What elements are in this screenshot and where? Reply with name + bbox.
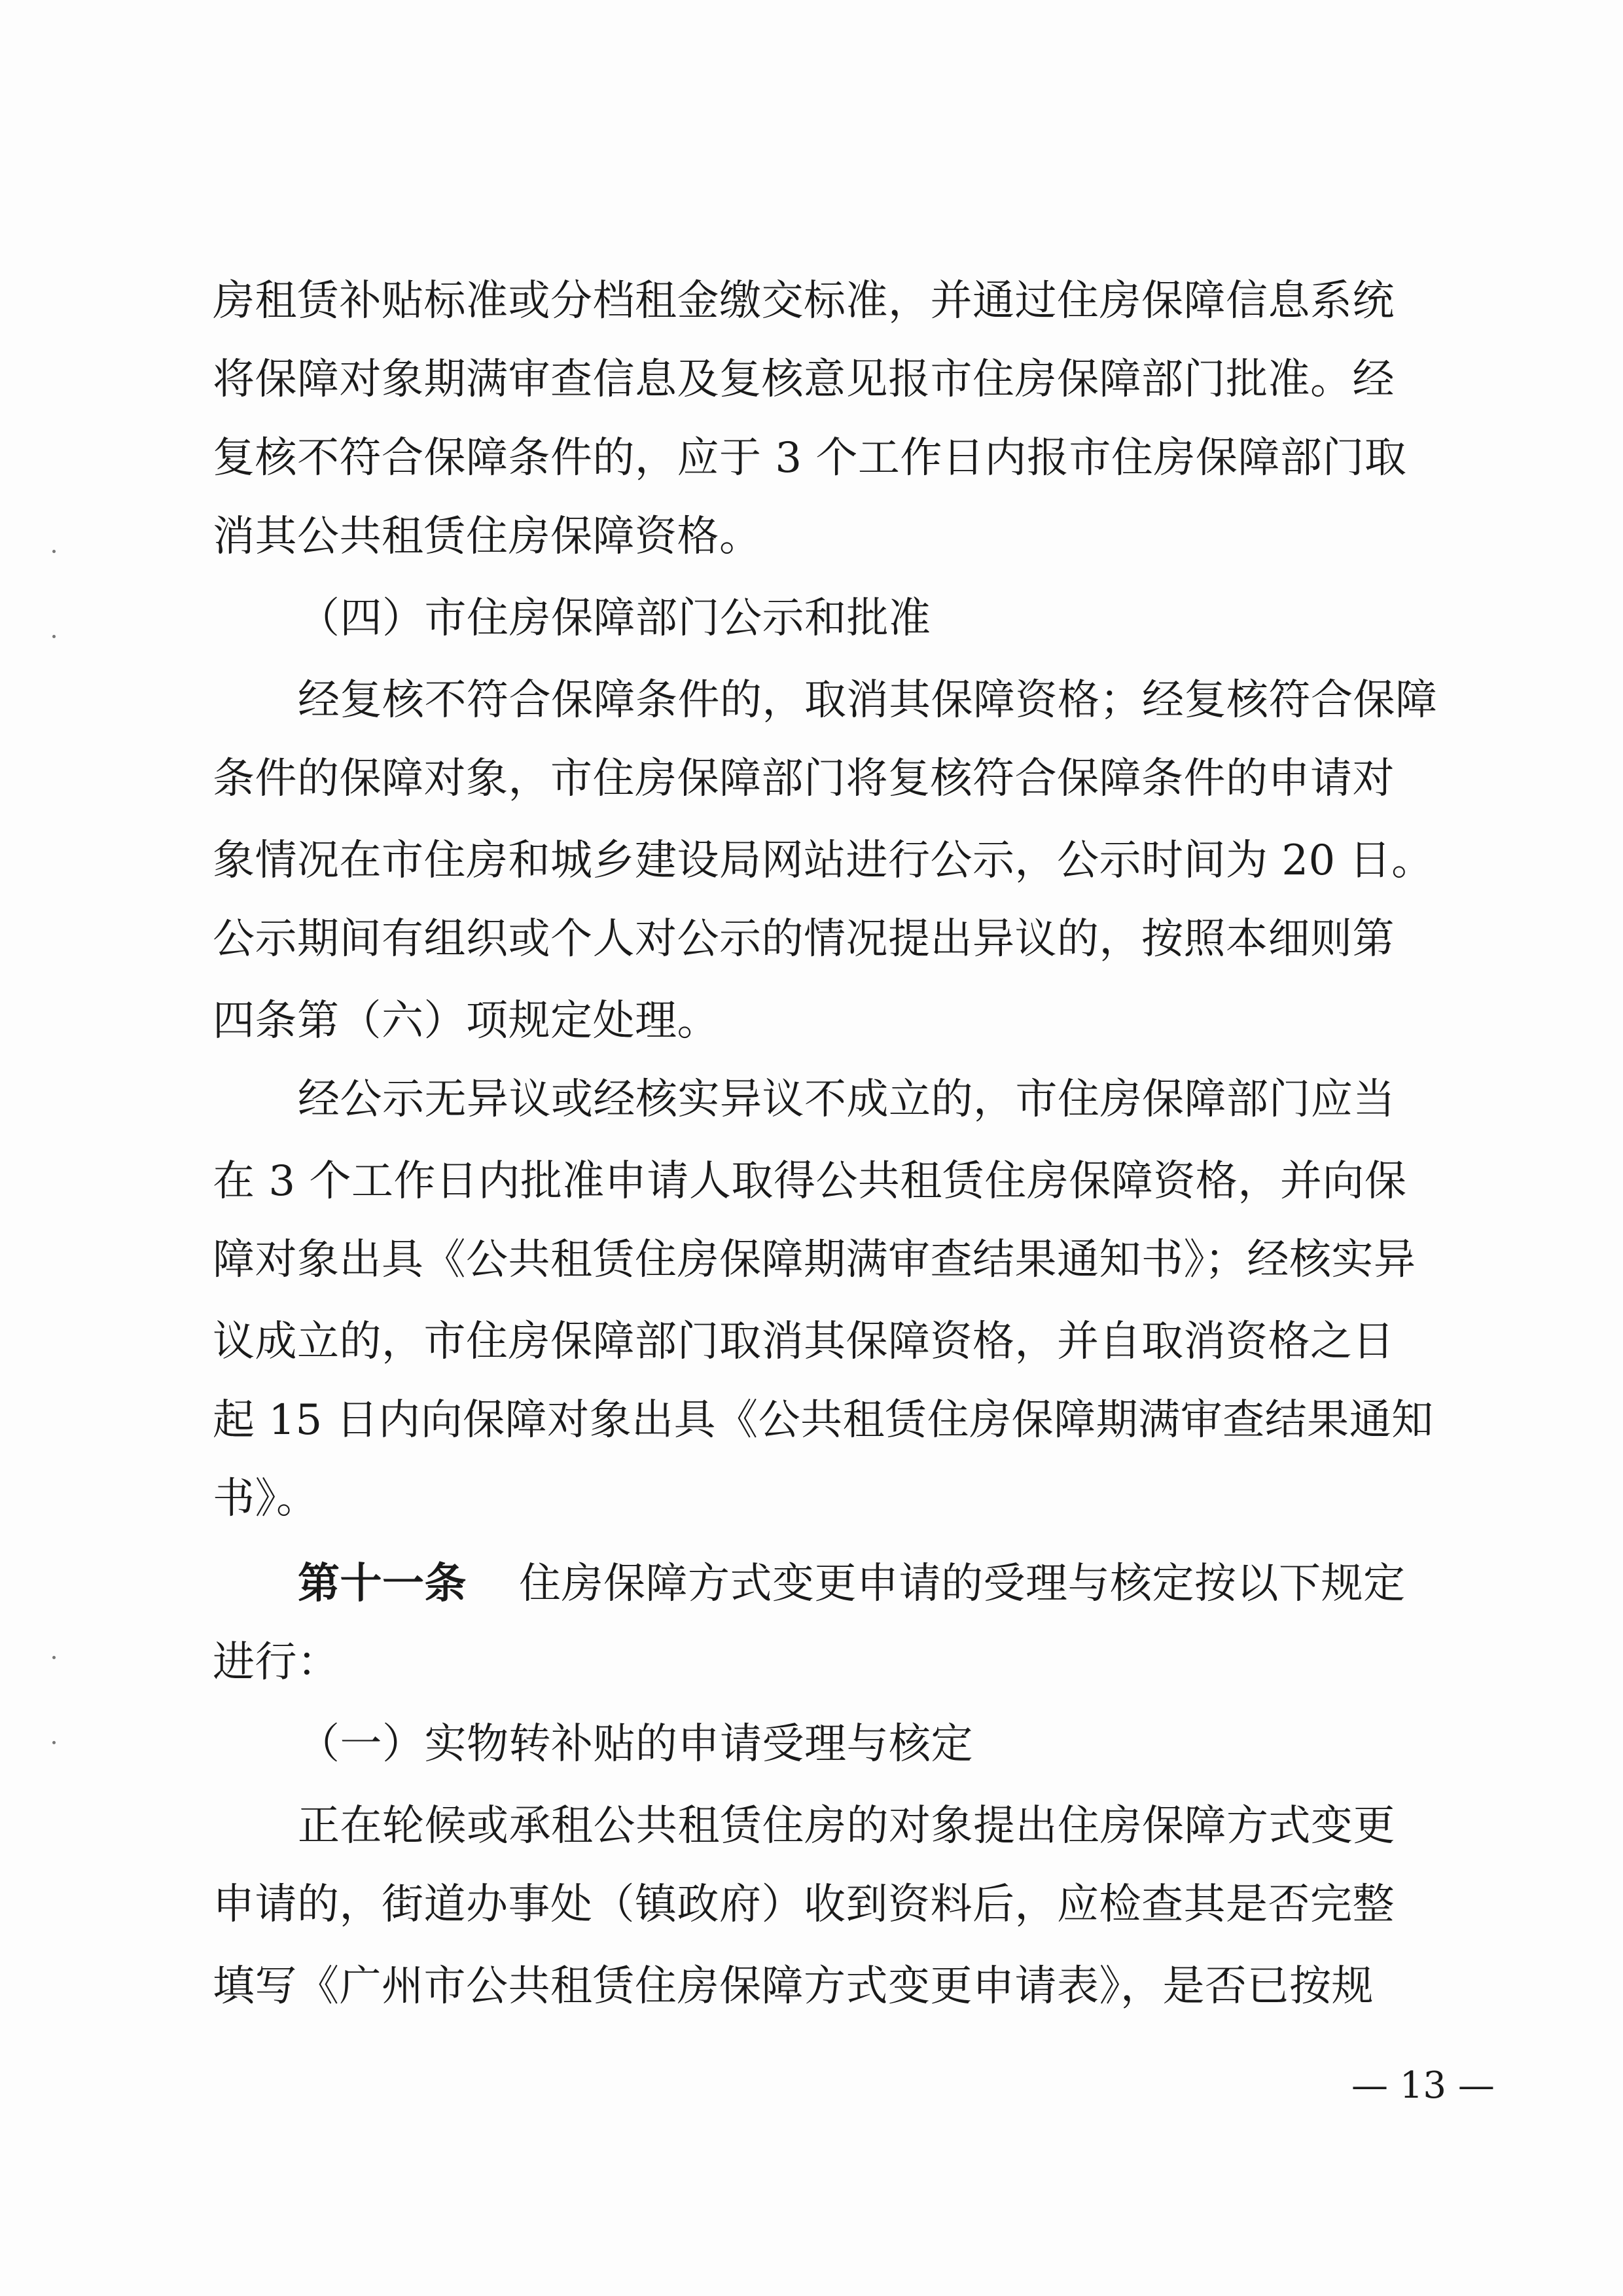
- text-line: 申请的，街道办事处（镇政府）收到资料后，应检查其是否完整: [213, 1880, 1395, 1929]
- text-line: 障对象出具《公共租赁住房保障期满审查结果通知书》；经核实异: [213, 1236, 1416, 1284]
- margin-mark: [52, 550, 56, 553]
- text-line: 复核不符合保障条件的，应于 3 个工作日内报市住房保障部门取: [213, 434, 1407, 482]
- text-line: 房租赁补贴标准或分档租金缴交标准，并通过住房保障信息系统: [213, 277, 1395, 325]
- section-heading: （四）市住房保障部门公示和批准: [298, 594, 931, 643]
- text-line: 公示期间有组织或个人对公示的情况提出异议的，按照本细则第: [213, 915, 1395, 963]
- page-number: — 13 —: [1351, 2064, 1495, 2107]
- margin-mark: [52, 1741, 56, 1744]
- text-line: 议成立的，市住房保障部门取消其保障资格，并自取消资格之日: [213, 1318, 1395, 1366]
- text-line: 经复核不符合保障条件的，取消其保障资格；经复核符合保障: [298, 676, 1438, 725]
- text-line: 填写《广州市公共租赁住房保障方式变更申请表》，是否已按规: [213, 1962, 1374, 2011]
- text-line: 将保障对象期满审查信息及复核意见报市住房保障部门批准。经: [213, 355, 1395, 404]
- text-line: 在 3 个工作日内批准申请人取得公共租赁住房保障资格，并向保: [213, 1157, 1407, 1206]
- text-line: 经公示无异议或经核实异议不成立的，市住房保障部门应当: [298, 1075, 1395, 1124]
- text-line: 进行：: [213, 1638, 340, 1687]
- text-line: 条件的保障对象，市住房保障部门将复核符合保障条件的申请对: [213, 755, 1395, 803]
- text-line: 消其公共租赁住房保障资格。: [213, 512, 762, 561]
- margin-mark: [52, 635, 56, 638]
- article-line: [298, 1558, 1406, 1610]
- section-heading: （一）实物转补贴的申请受理与核定: [298, 1720, 973, 1768]
- article-heading: 第十一条: [298, 1559, 467, 1608]
- text-line: 书》。: [213, 1475, 319, 1523]
- text-line: 正在轮候或承租公共租赁住房的对象提出住房保障方式变更: [298, 1802, 1395, 1850]
- text-line: 起 15 日内向保障对象出具《公共租赁住房保障期满审查结果通知: [213, 1396, 1434, 1444]
- margin-mark: [52, 1656, 56, 1659]
- text-line: 象情况在市住房和城乡建设局网站进行公示，公示时间为 20 日。: [213, 836, 1434, 885]
- text-line: 四条第（六）项规定处理。: [213, 997, 719, 1045]
- article-text: 住房保障方式变更申请的受理与核定按以下规定: [519, 1560, 1406, 1608]
